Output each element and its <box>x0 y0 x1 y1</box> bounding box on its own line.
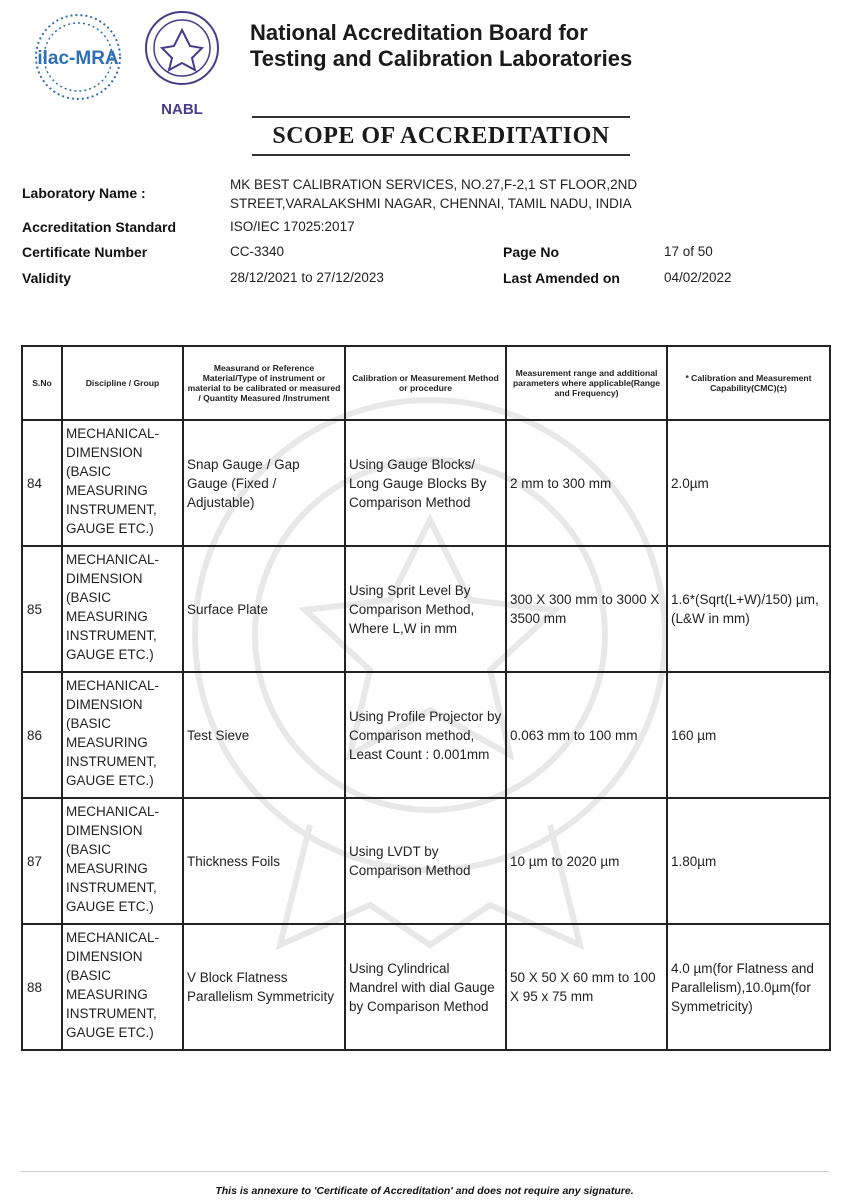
validity-value: 28/12/2021 to 27/12/2023 <box>230 270 384 285</box>
header-method: Calibration or Measurement Method or procedure <box>345 346 506 420</box>
cell-discipline: MECHANICAL-DIMENSION (BASIC MEASURING INSTRUMENT, GAUGE ETC.) <box>62 546 183 672</box>
ilac-logo-text: ilac-MRA <box>37 48 119 69</box>
cell-measurand: V Block Flatness Parallelism Symmetricity <box>183 924 345 1050</box>
cell-sno: 86 <box>22 672 62 798</box>
org-name-line1: National Accreditation Board for <box>250 20 588 45</box>
header-cmc: * Calibration and Measurement Capability(CMC)(±) <box>667 346 830 420</box>
footer-divider <box>20 1171 829 1172</box>
cell-method: Using Gauge Blocks/ Long Gauge Blocks By Comparison Method <box>345 420 506 546</box>
standard-value: ISO/IEC 17025:2017 <box>230 219 355 234</box>
cell-range: 300 X 300 mm to 3000 X 3500 mm <box>506 546 667 672</box>
cell-range: 50 X 50 X 60 mm to 100 X 95 x 75 mm <box>506 924 667 1050</box>
cell-discipline: MECHANICAL-DIMENSION (BASIC MEASURING INSTRUMENT, GAUGE ETC.) <box>62 924 183 1050</box>
cell-discipline: MECHANICAL-DIMENSION (BASIC MEASURING INSTRUMENT, GAUGE ETC.) <box>62 420 183 546</box>
cell-method: Using Cylindrical Mandrel with dial Gauge by Comparison Method <box>345 924 506 1050</box>
header-sno: S.No <box>22 346 62 420</box>
cell-range: 2 mm to 300 mm <box>506 420 667 546</box>
table-row <box>22 672 830 798</box>
footer-note: This is annexure to 'Certificate of Accreditation' and does not require any signature. <box>215 1185 634 1197</box>
cell-cmc: 4.0 µm(for Flatness and Parallelism),10.0µm(for Symmetricity) <box>667 924 830 1050</box>
table-row <box>22 420 830 546</box>
cell-method: Using LVDT by Comparison Method <box>345 798 506 924</box>
table-row <box>22 546 830 672</box>
lab-name-line1: MK BEST CALIBRATION SERVICES, NO.27,F-2,1 ST FLOOR,2ND <box>230 177 638 192</box>
cell-cmc: 160 µm <box>667 672 830 798</box>
standard-label: Accreditation Standard <box>22 219 177 235</box>
nabl-logo <box>140 8 224 120</box>
lab-name-line2: STREET,VARALAKSHMI NAGAR, CHENNAI, TAMIL NADU, INDIA <box>230 196 632 211</box>
cell-cmc: 1.6*(Sqrt(L+W)/150) µm,(L&W in mm) <box>667 546 830 672</box>
scope-table <box>21 345 831 1051</box>
certificate-value: CC-3340 <box>230 244 285 259</box>
cell-sno: 84 <box>22 420 62 546</box>
page-no-value: 17 of 50 <box>664 244 713 259</box>
org-name-line2: Testing and Calibration Laboratories <box>250 46 633 71</box>
cell-discipline: MECHANICAL-DIMENSION (BASIC MEASURING INSTRUMENT, GAUGE ETC.) <box>62 672 183 798</box>
table-row <box>22 798 830 924</box>
cell-method: Using Profile Projector by Comparison method, Least Count : 0.001mm <box>345 672 506 798</box>
header-discipline: Discipline / Group <box>62 346 183 420</box>
table-row <box>22 924 830 1050</box>
cell-range: 0.063 mm to 100 mm <box>506 672 667 798</box>
cell-discipline: MECHANICAL-DIMENSION (BASIC MEASURING INSTRUMENT, GAUGE ETC.) <box>62 798 183 924</box>
cell-cmc: 1.80µm <box>667 798 830 924</box>
header-range: Measurement range and additional parameters where applicable(Range and Frequency) <box>506 346 667 420</box>
cell-sno: 85 <box>22 546 62 672</box>
cell-measurand: Surface Plate <box>183 546 345 672</box>
ilac-mra-logo <box>28 12 128 102</box>
last-amended-label: Last Amended on <box>503 270 620 286</box>
lab-name-label: Laboratory Name : <box>22 185 146 201</box>
page-title: SCOPE OF ACCREDITATION <box>252 116 630 156</box>
last-amended-value: 04/02/2022 <box>664 270 732 285</box>
cell-range: 10 µm to 2020 µm <box>506 798 667 924</box>
validity-label: Validity <box>22 270 72 286</box>
cell-measurand: Thickness Foils <box>183 798 345 924</box>
cell-measurand: Test Sieve <box>183 672 345 798</box>
cell-method: Using Sprit Level By Comparison Method, Where L,W in mm <box>345 546 506 672</box>
cell-sno: 88 <box>22 924 62 1050</box>
cell-sno: 87 <box>22 798 62 924</box>
nabl-logo-text: NABL <box>161 101 203 118</box>
cell-cmc: 2.0µm <box>667 420 830 546</box>
header-measurand: Measurand or Reference Material/Type of instrument or material to be calibrated or measured / Quantity Measured /Instrument <box>183 346 345 420</box>
org-name <box>250 20 810 72</box>
cell-measurand: Snap Gauge / Gap Gauge (Fixed / Adjustable) <box>183 420 345 546</box>
page-no-label: Page No <box>503 244 560 260</box>
certificate-label: Certificate Number <box>22 244 148 260</box>
table-header-row <box>22 346 830 420</box>
